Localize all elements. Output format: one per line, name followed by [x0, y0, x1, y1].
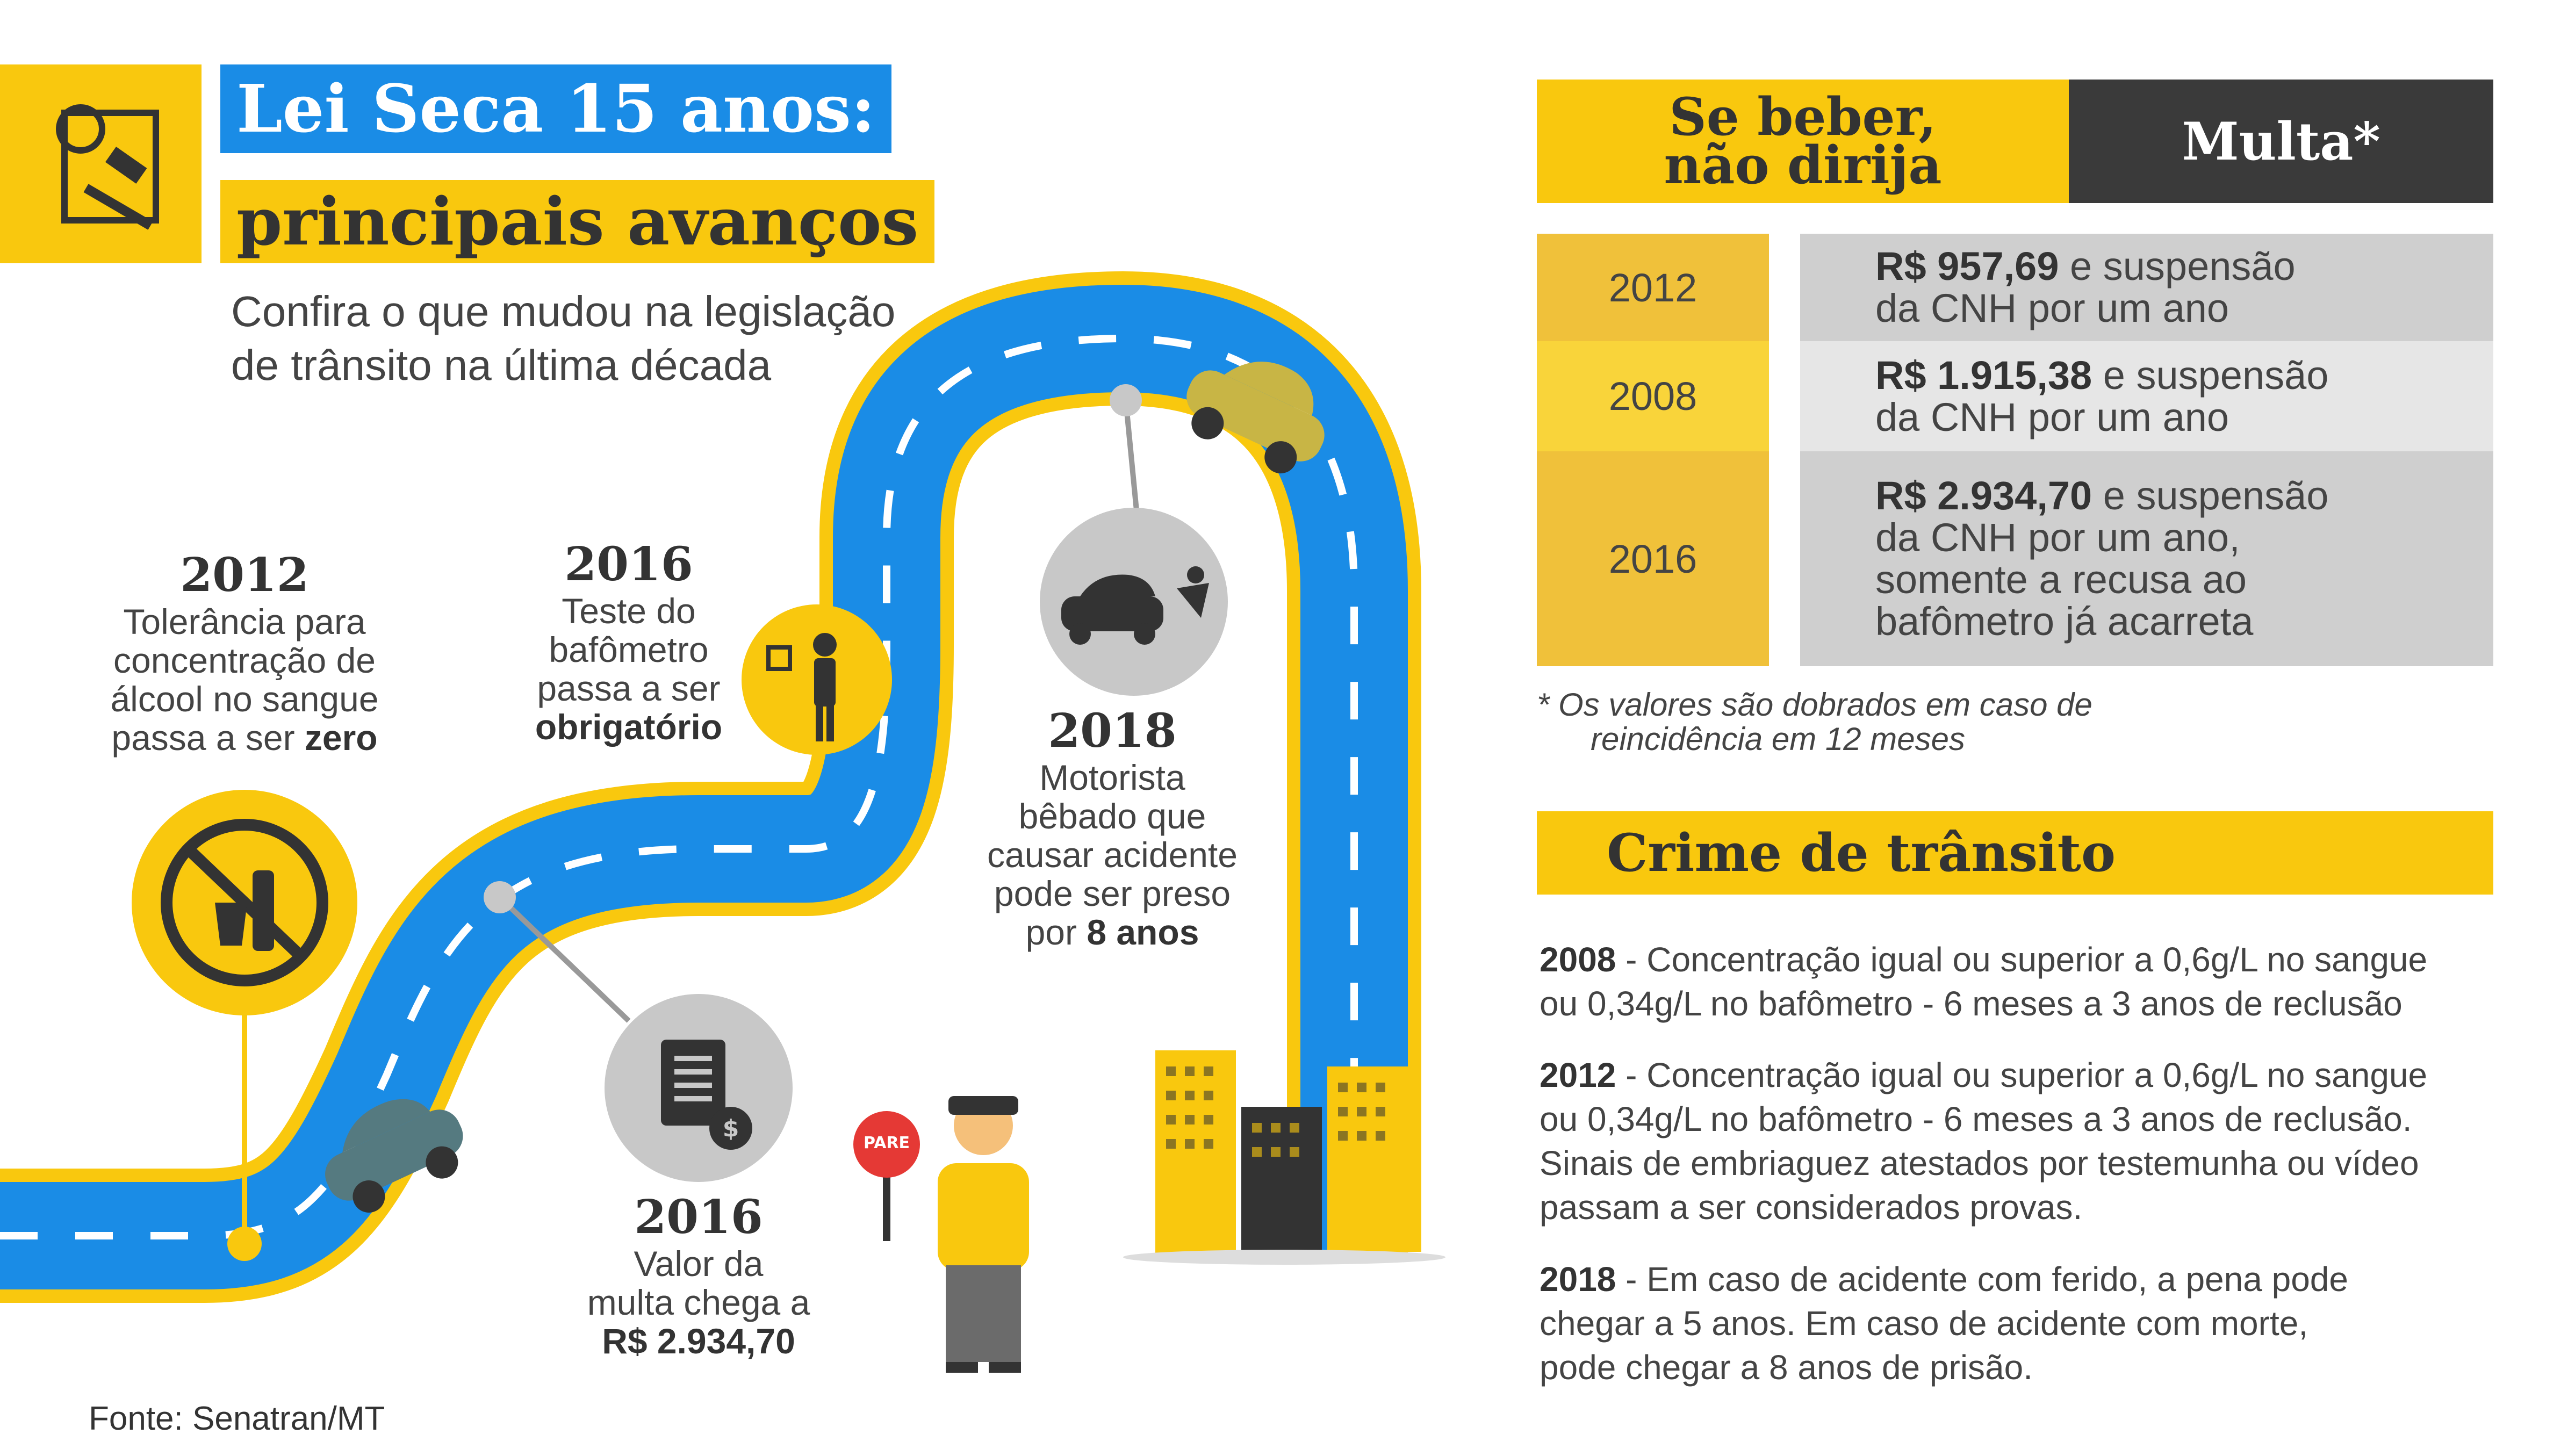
fine-table-header-multa: Multa* [2069, 80, 2493, 203]
crime-item-2008: 2008 - Concentração igual ou superior a 0,6g/L no sangue ou 0,34g/L no bafômetro - 6 meses a 3 anos de reclusão [1540, 940, 2428, 1023]
fine-row-year: 2008 [1537, 341, 1769, 451]
fine-row-year: 2016 [1537, 451, 1769, 666]
page-title-line2: principais avanços [220, 180, 934, 263]
page-title: Lei Seca 15 anos: [220, 64, 891, 153]
crime-section-title: Crime de trânsito [1537, 811, 2493, 895]
stop-sign-label: PARE [863, 1134, 910, 1152]
subtitle: Confira o que mudou na legislação de trânsito na última década [231, 287, 896, 389]
source-credit: Fonte: Senatran/MT [89, 1400, 385, 1437]
fine-table-header-slogan: Se beber, não dirija [1537, 80, 2069, 203]
fine-row-value: R$ 957,69 e suspensão da CNH por um ano [1800, 234, 2493, 341]
svg-text:$: $ [722, 1115, 739, 1142]
crime-item-2012: 2012 - Concentração igual ou superior a 0,6g/L no sangue ou 0,34g/L no bafômetro - 6 meses a 3 anos de reclusão. Sinais de embriaguez atestados por testemunha ou vídeo passam a ser considerados provas. [1540, 1056, 2428, 1227]
timeline-item-2016-bafometro: 2016 Teste do bafômetro passa a ser obrigatório [535, 537, 723, 747]
timeline-item-2018: 2018 Motorista bêbado que causar acidente pode ser preso por 8 anos [987, 704, 1238, 952]
buildings-icon [1123, 1050, 1445, 1265]
fine-row-value: R$ 1.915,38 e suspensão da CNH por um ano [1800, 341, 2493, 451]
fine-row-year: 2012 [1537, 234, 1769, 341]
law-certificate-icon [0, 64, 202, 263]
fine-table-footnote: * Os valores são dobrados em caso de reincidência em 12 meses [1537, 687, 2092, 757]
timeline-item-2012-zero: 2012 Tolerância para concentração de álcool no sangue passa a ser zero [110, 548, 379, 758]
crime-item-2018: 2018 - Em caso de acidente com ferido, a pena pode chegar a 5 anos. Em caso de acidente com morte, pode chegar a 8 anos de prisão. [1540, 1260, 2348, 1387]
fine-row-value: R$ 2.934,70 e suspensão da CNH por um ano, somente a recusa ao bafômetro já acarreta [1800, 451, 2493, 666]
timeline-item-2016-multa: 2016 Valor da multa chega a R$ 2.934,70 [587, 1190, 810, 1361]
